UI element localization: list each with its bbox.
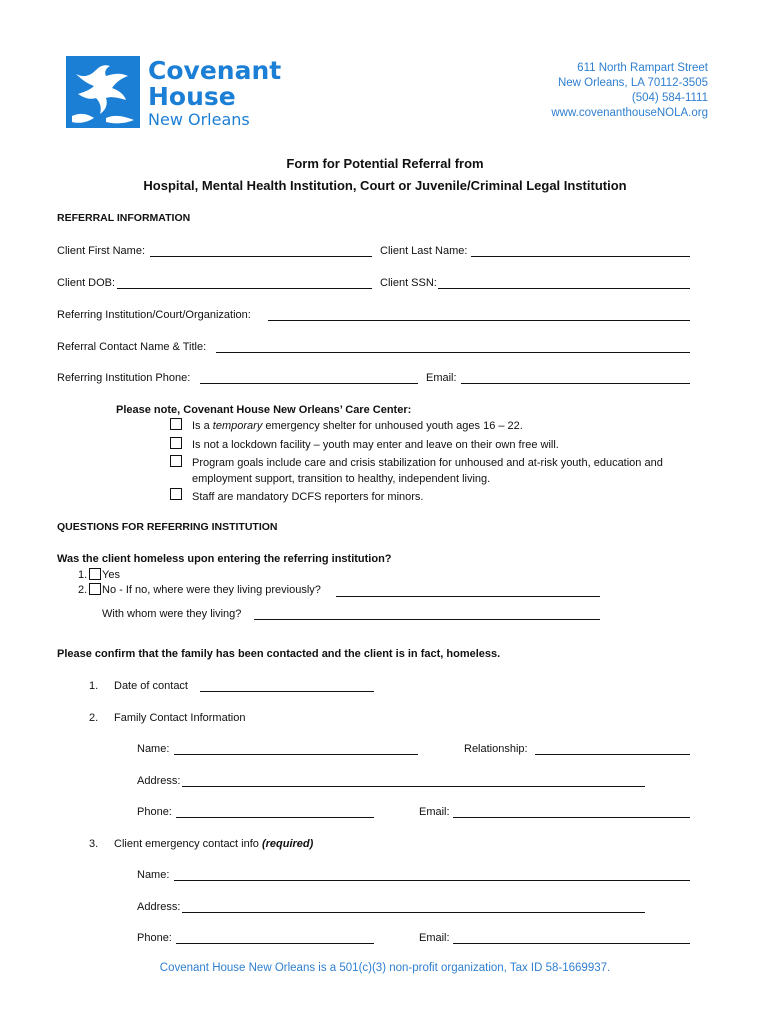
client-first-name-label: Client First Name: <box>57 245 146 257</box>
emergency-contact-label <box>114 838 313 851</box>
client-last-name-label: Client Last Name: <box>380 245 468 257</box>
emergency-email-field[interactable] <box>453 943 690 944</box>
family-address-label: Address: <box>137 775 181 787</box>
footer-text: Covenant House New Orleans is a 501(c)(3) non-profit organization, Tax ID 58-1669937. <box>159 962 611 974</box>
note-item-3-line2: employment support, transition to healthy, independent living. <box>192 473 491 485</box>
address-website[interactable]: www.covenanthouseNOLA.org <box>551 107 708 119</box>
family-phone-field[interactable] <box>176 817 374 818</box>
note-item-4: Staff are mandatory DCFS reporters for minors. <box>192 491 424 503</box>
note-item-1 <box>192 420 523 433</box>
institution-phone-label: Referring Institution Phone: <box>57 372 191 384</box>
emergency-email-label: Email: <box>419 932 450 944</box>
form-title-line1: Form for Potential Referral from <box>286 156 484 171</box>
referring-institution-label: Referring Institution/Court/Organization: <box>57 309 251 321</box>
emergency-name-field[interactable] <box>174 880 690 881</box>
emergency-phone-label: Phone: <box>137 932 172 944</box>
questions-heading: QUESTIONS FOR REFERRING INSTITUTION <box>57 521 278 533</box>
with-whom-field[interactable] <box>254 619 600 620</box>
option-1-number: 1. <box>78 569 88 581</box>
item-3-number: 3. <box>89 838 99 850</box>
note-item-3-line1: Program goals include care and crisis stabilization for unhoused and at-risk youth, education and <box>192 457 663 469</box>
no-checkbox[interactable] <box>89 583 101 595</box>
note-item-1-post: emergency shelter for unhoused youth ages 16 – 22. <box>262 420 523 432</box>
form-title-line2: Hospital, Mental Health Institution, Court or Juvenile/Criminal Legal Institution <box>143 178 627 193</box>
family-relationship-label: Relationship: <box>464 743 528 755</box>
emergency-address-field[interactable] <box>182 912 645 913</box>
homeless-question: Was the client homeless upon entering the referring institution? <box>57 553 392 565</box>
emergency-contact-text: Client emergency contact info <box>114 838 262 850</box>
note-item-1-pre: Is a <box>192 420 213 432</box>
date-of-contact-label: Date of contact <box>114 680 188 692</box>
care-center-note-heading: Please note, Covenant House New Orleans’ Care Center: <box>116 404 412 416</box>
logo <box>66 56 282 129</box>
client-dob-field[interactable] <box>117 288 372 289</box>
required-label: (required) <box>261 838 314 850</box>
option-no-label: No - If no, where were they living previously? <box>102 584 321 596</box>
client-first-name-field[interactable] <box>150 256 372 257</box>
family-confirm-text: Please confirm that the family has been contacted and the client is in fact, homeless. <box>57 648 501 660</box>
logo-line2: House <box>148 82 236 111</box>
family-email-field[interactable] <box>453 817 690 818</box>
family-phone-label: Phone: <box>137 806 172 818</box>
logo-line3: New Orleans <box>148 110 250 129</box>
date-of-contact-field[interactable] <box>200 691 374 692</box>
emergency-phone-field[interactable] <box>176 943 374 944</box>
option-2-number: 2. <box>78 584 88 596</box>
institution-email-field[interactable] <box>461 383 690 384</box>
note-item-2: Is not a lockdown facility – youth may enter and leave on their own free will. <box>192 439 559 451</box>
previous-living-field[interactable] <box>336 596 600 597</box>
note-checkbox-4[interactable] <box>170 488 182 500</box>
item-2-number: 2. <box>89 712 99 724</box>
institution-email-label: Email: <box>426 372 457 384</box>
address-phone: (504) 584-1111 <box>631 92 708 104</box>
institution-phone-field[interactable] <box>200 383 418 384</box>
family-name-field[interactable] <box>174 754 418 755</box>
yes-checkbox[interactable] <box>89 568 101 580</box>
client-ssn-field[interactable] <box>438 288 690 289</box>
note-checkbox-1[interactable] <box>170 418 182 430</box>
option-yes-label: Yes <box>102 569 120 581</box>
emergency-address-label: Address: <box>137 901 181 913</box>
referring-institution-field[interactable] <box>268 320 690 321</box>
referral-contact-label: Referral Contact Name & Title: <box>57 341 207 353</box>
referral-heading: REFERRAL INFORMATION <box>57 212 191 224</box>
family-address-field[interactable] <box>182 786 645 787</box>
note-item-1-em: temporary <box>212 420 263 432</box>
client-last-name-field[interactable] <box>471 256 690 257</box>
note-checkbox-2[interactable] <box>170 437 182 449</box>
emergency-name-label: Name: <box>137 869 170 881</box>
with-whom-label: With whom were they living? <box>102 608 242 620</box>
address-city: New Orleans, LA 70112-3505 <box>557 77 708 89</box>
client-dob-label: Client DOB: <box>57 277 116 289</box>
item-1-number: 1. <box>89 680 99 692</box>
note-checkbox-3[interactable] <box>170 455 182 467</box>
address-street: 611 North Rampart Street <box>577 62 708 74</box>
family-relationship-field[interactable] <box>535 754 690 755</box>
client-ssn-label: Client SSN: <box>380 277 437 289</box>
family-email-label: Email: <box>419 806 450 818</box>
logo-line1: Covenant <box>148 56 282 85</box>
family-name-label: Name: <box>137 743 170 755</box>
referral-contact-field[interactable] <box>216 352 690 353</box>
family-contact-label: Family Contact Information <box>114 712 246 724</box>
dove-hands-logo-icon <box>66 56 140 128</box>
